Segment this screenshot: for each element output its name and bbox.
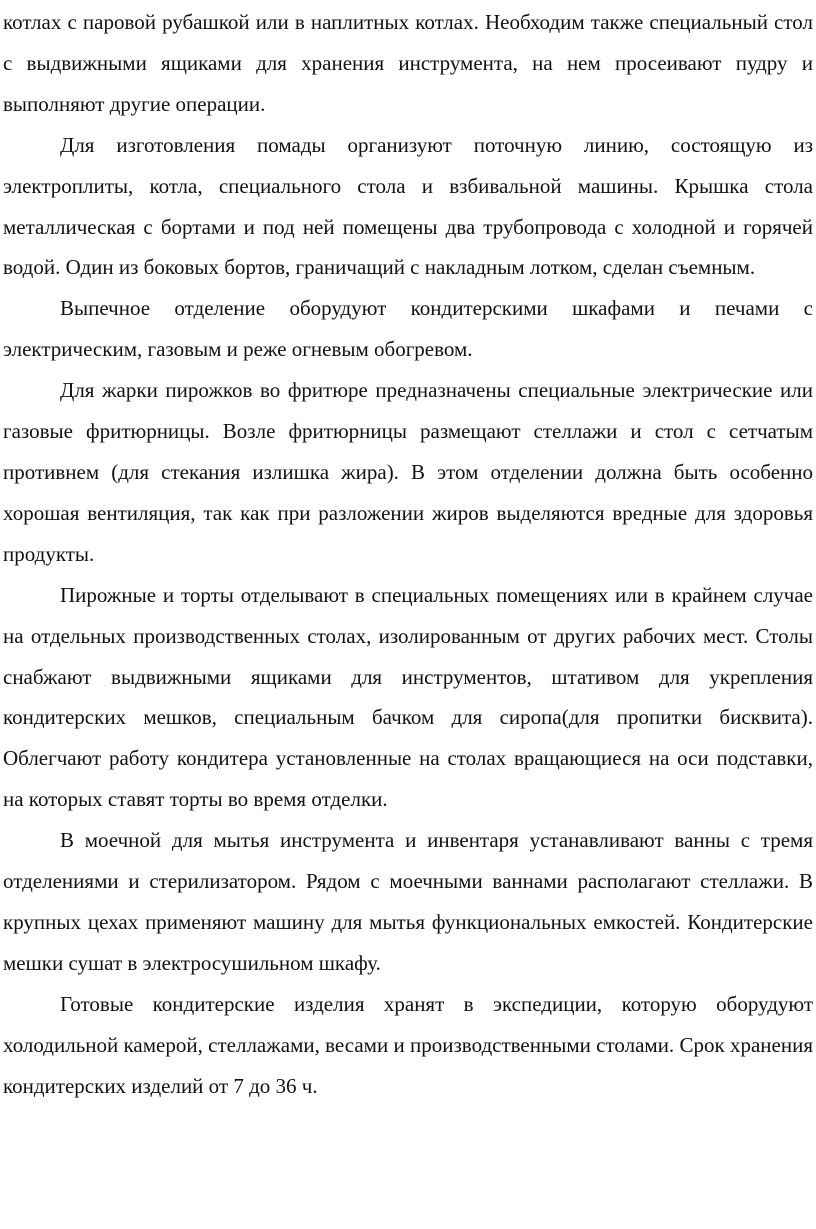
paragraph-baking-department: Выпечное отделение оборудуют кондитерскими шкафами и печами с электрическим, газовым и реже огневым обогревом.	[3, 296, 813, 362]
paragraph-fondant-line: Для изготовления помады организуют поточную линию, состоящую из электроплиты, котла, специального стола и взбивальной машины. Крышка стола металлическая с бортами и под ней помещены два трубопровода с холодной и горячей водой. Один из боковых бортов, граничащий с накладным лотком, сделан съемным.	[3, 132, 813, 280]
paragraph-cake-finishing: Пирожные и торты отделывают в специальных помещениях или в крайнем случае на отдельных производственных столах, изолированным от других рабочих мест. Столы снабжают выдвижными ящиками для инструментов, штативом для укрепления кондитерских мешков, специальным бачком для сиропа(для пропитки бисквита). Облегчают работу кондитера установленные на столах вращающиеся на оси подставки, на которых ставят торты во время отделки.	[3, 582, 813, 812]
paragraph-washing-room: В моечной для мытья инструмента и инвентаря устанавливают ванны с тремя отделениями и стерилизатором. Рядом с моечными ваннами располагают стеллажи. В крупных цехах применяют машину для мытья функциональных емкостей. Кондитерские мешки сушат в электросушильном шкафу.	[3, 828, 813, 975]
paragraph-storage: Готовые кондитерские изделия хранят в экспедиции, которую оборудуют холодильной камерой, стеллажами, весами и производственными столами. Срок хранения кондитерских изделий от 7 до 36 ч.	[3, 991, 813, 1098]
paragraph-continuation: котлах с паровой рубашкой или в наплитных котлах. Необходим также специальный стол с выдвижными ящиками для хранения инструмента, на нем просеивают пудру и выполняют другие операции.	[3, 10, 813, 116]
paragraph-deep-frying: Для жарки пирожков во фритюре предназначены специальные электрические или газовые фритюрницы. Возле фритюрницы размещают стеллажи и стол с сетчатым противнем (для стекания излишка жира). В этом отделении должна быть особенно хорошая вентиляция, так как при разложении жиров выделяются вредные для здоровья продукты.	[3, 378, 813, 566]
